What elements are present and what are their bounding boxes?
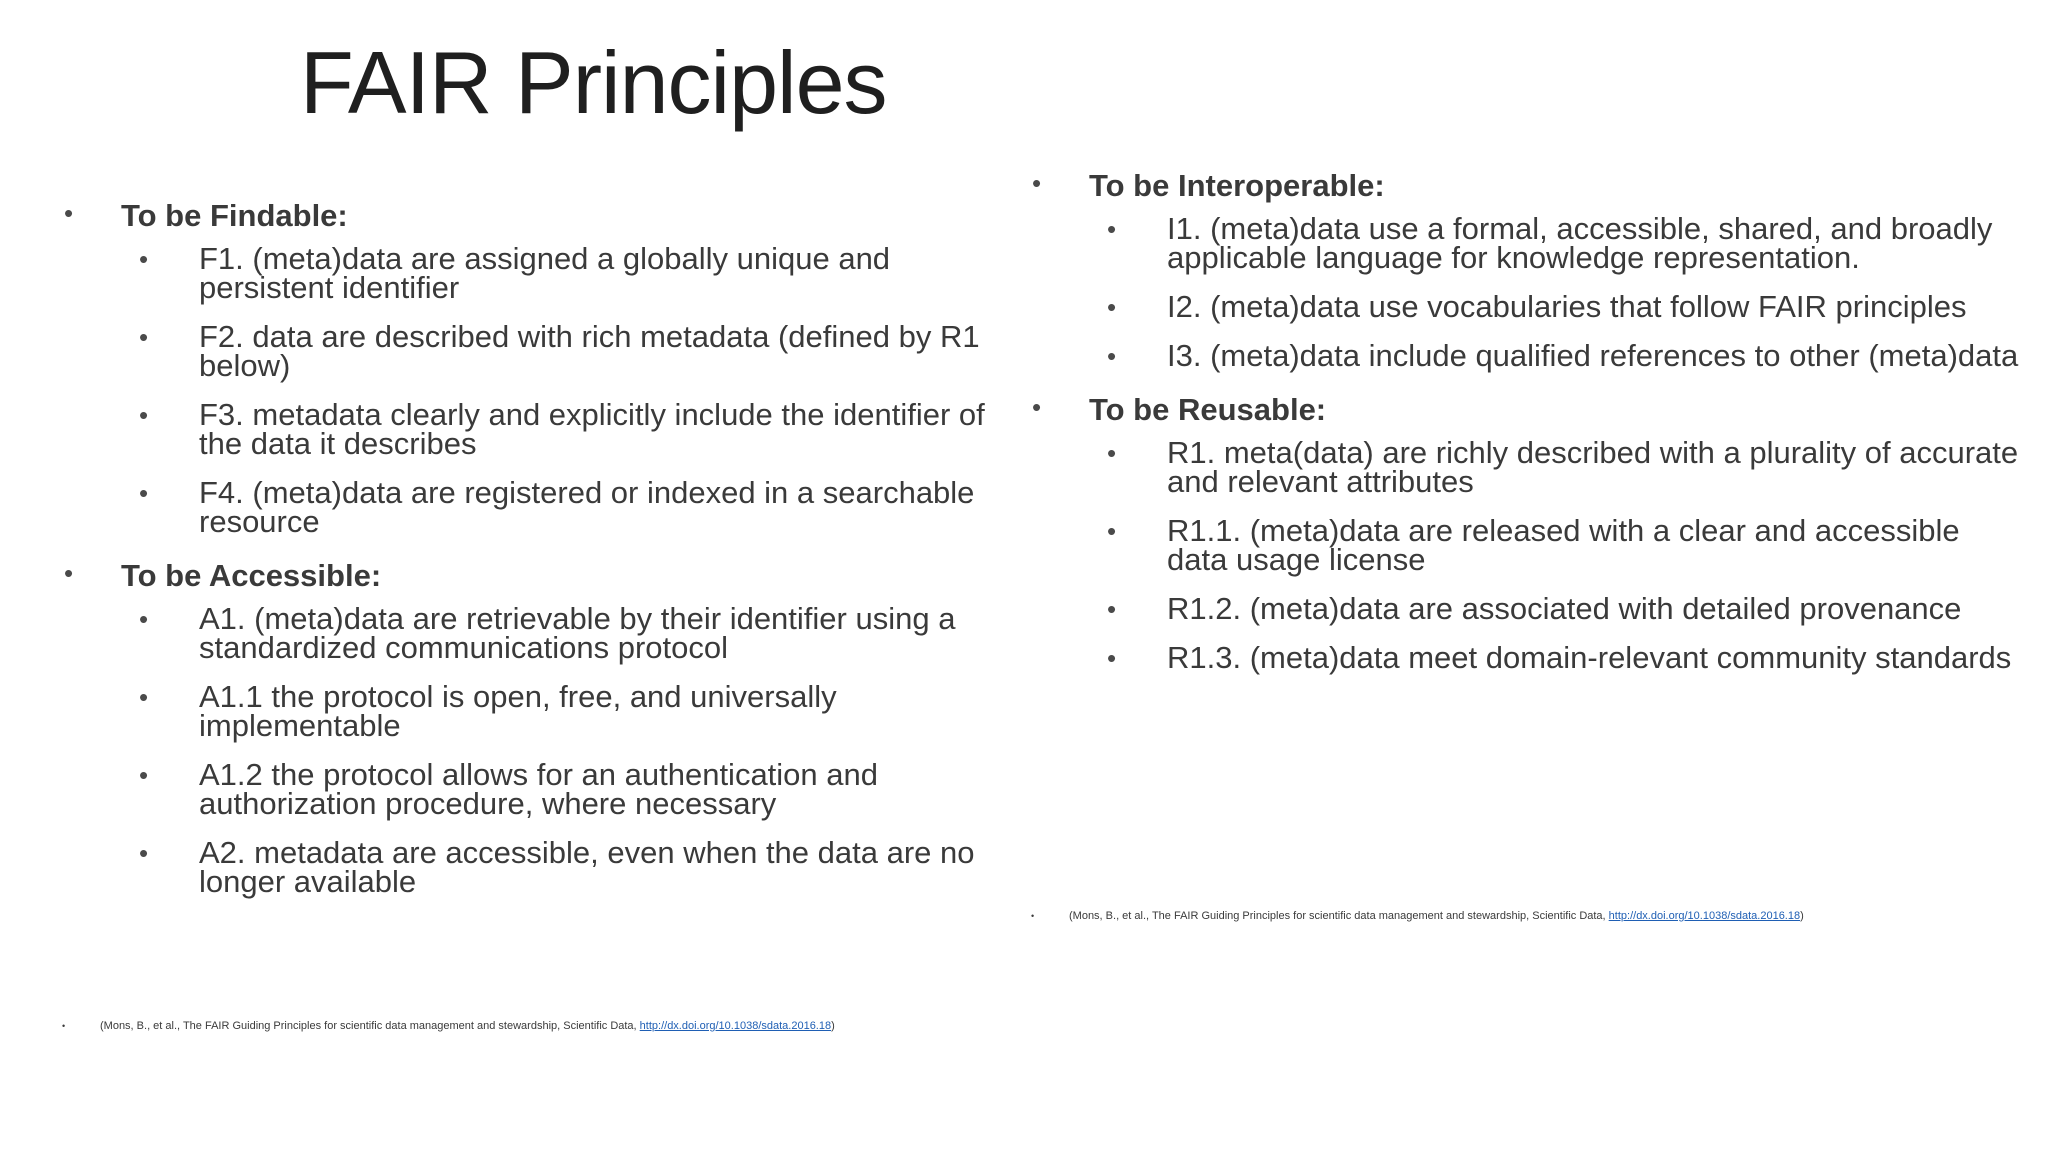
bullet-icon: • — [139, 682, 149, 712]
list-item: • A1.1 the protocol is open, free, and universally implementable — [139, 679, 837, 743]
bullet-icon: • — [1107, 292, 1117, 322]
list-item: • R1.3. (meta)data meet domain-relevant community standards — [1107, 640, 2012, 675]
right-column — [1028, 166, 2028, 692]
section-heading: To be Interoperable: — [1089, 168, 1385, 203]
citation-suffix: ) — [831, 1020, 835, 1032]
bullet-icon: • — [139, 760, 149, 790]
bullet-icon: • — [1032, 392, 1042, 422]
bullet-icon: • — [64, 558, 74, 588]
section-reusable — [1028, 390, 2028, 675]
citation-suffix: ) — [1800, 910, 1804, 922]
bullet-icon: • — [1107, 594, 1117, 624]
list-item: • R1.2. (meta)data are associated with detailed provenance — [1107, 591, 1962, 626]
bullet-icon: • — [139, 400, 149, 430]
bullet-icon: • — [139, 838, 149, 868]
left-column — [60, 196, 1000, 916]
list-item: • F2. data are described with rich metadata (defined by R1 below) — [139, 319, 980, 383]
section-interoperable — [1028, 166, 2028, 373]
bullet-icon: • — [1107, 516, 1117, 546]
list-item: • F4. (meta)data are registered or indexed in a searchable resource — [139, 475, 975, 539]
bullet-icon: • — [139, 322, 149, 352]
list-item: • F1. (meta)data are assigned a globally unique and persistent identifier — [139, 241, 891, 305]
doi-link[interactable]: http://dx.doi.org/10.1038/sdata.2016.18 — [1608, 910, 1801, 922]
bullet-icon: • — [64, 198, 74, 228]
bullet-icon: • — [139, 604, 149, 634]
section-accessible — [60, 556, 1000, 899]
section-heading: To be Findable: — [121, 198, 348, 233]
bullet-icon: • — [62, 1021, 66, 1031]
list-item: • R1. meta(data) are richly described with a plurality of accurate and relevant attributes — [1107, 435, 2019, 499]
section-heading: To be Reusable: — [1089, 392, 1327, 427]
bullet-icon: • — [1107, 341, 1117, 371]
list-item: • F3. metadata clearly and explicitly include the identifier of the data it describes — [139, 397, 985, 461]
list-item: • I1. (meta)data use a formal, accessible, shared, and broadly applicable language for knowledge representation. — [1107, 211, 1993, 275]
list-item: • A2. metadata are accessible, even when the data are no longer available — [139, 835, 975, 899]
citation-footnote — [62, 1020, 835, 1032]
bullet-icon: • — [1107, 438, 1117, 468]
list-item: • A1. (meta)data are retrievable by their identifier using a standardized communications protocol — [139, 601, 956, 665]
citation-text: (Mons, B., et al., The FAIR Guiding Principles for scientific data management and stewardship, Scientific Data, — [1069, 910, 1609, 922]
section-findable — [60, 196, 1000, 539]
citation-footnote — [1031, 910, 1804, 922]
citation-text: (Mons, B., et al., The FAIR Guiding Principles for scientific data management and stewardship, Scientific Data, — [100, 1020, 640, 1032]
bullet-icon: • — [1032, 168, 1042, 198]
doi-link[interactable]: http://dx.doi.org/10.1038/sdata.2016.18 — [639, 1020, 832, 1032]
list-item: • I3. (meta)data include qualified references to other (meta)data — [1107, 338, 2019, 373]
bullet-icon: • — [1107, 214, 1117, 244]
list-item: • I2. (meta)data use vocabularies that follow FAIR principles — [1107, 289, 1967, 324]
bullet-icon: • — [1107, 643, 1117, 673]
bullet-icon: • — [139, 244, 149, 274]
list-item: • R1.1. (meta)data are released with a clear and accessible data usage license — [1107, 513, 1960, 577]
section-heading: To be Accessible: — [121, 558, 382, 593]
slide-title: FAIR Principles — [300, 33, 887, 132]
list-item: • A1.2 the protocol allows for an authentication and authorization procedure, where necessary — [139, 757, 879, 821]
bullet-icon: • — [139, 478, 149, 508]
bullet-icon: • — [1031, 911, 1035, 921]
